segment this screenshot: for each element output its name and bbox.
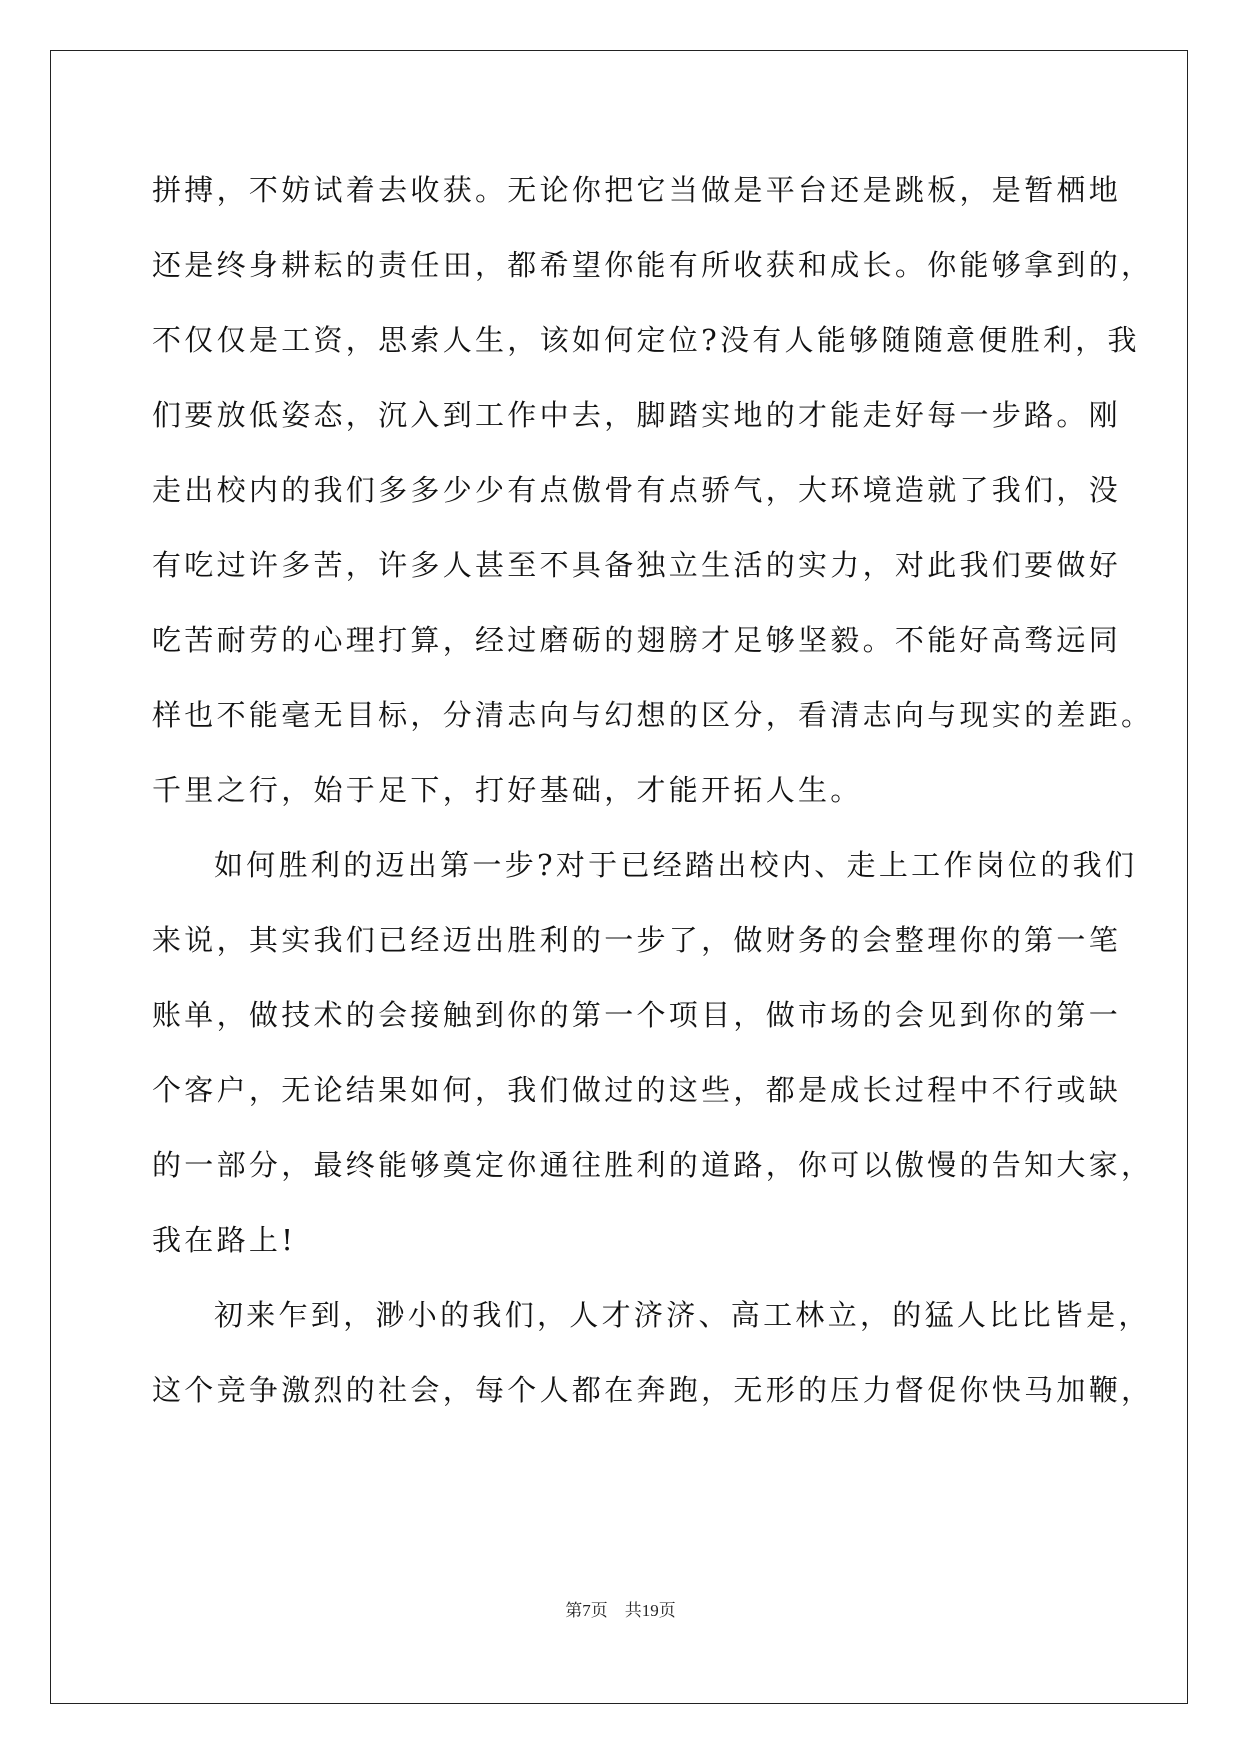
paragraph-start-line: 初来乍到，渺小的我们，人才济济、高工林立，的猛人比比皆是， (214, 1298, 1151, 1332)
text-line: 们要放低姿态，沉入到工作中去，脚踏实地的才能走好每一步路。刚 (152, 398, 1122, 432)
text-line: 来说，其实我们已经迈出胜利的一步了，做财务的会整理你的第一笔 (152, 923, 1122, 957)
text-line: 我在路上! (152, 1223, 297, 1257)
text-line: 这个竞争激烈的社会，每个人都在奔跑，无形的压力督促你快马加鞭， (152, 1373, 1154, 1407)
page-number-footer: 第7页 共19页 (565, 1601, 676, 1620)
text-line: 拼搏，不妨试着去收获。无论你把它当做是平台还是跳板，是暂栖地 (152, 173, 1122, 207)
text-line: 个客户，无论结果如何，我们做过的这些，都是成长过程中不行或缺 (152, 1073, 1122, 1107)
text-line: 走出校内的我们多多少少有点傲骨有点骄气，大环境造就了我们，没 (152, 473, 1122, 507)
text-line: 有吃过许多苦，许多人甚至不具备独立生活的实力，对此我们要做好 (152, 548, 1122, 582)
text-line: 账单，做技术的会接触到你的第一个项目，做市场的会见到你的第一 (152, 998, 1122, 1032)
text-line: 的一部分，最终能够奠定你通往胜利的道路，你可以傲慢的告知大家， (152, 1148, 1154, 1182)
text-line: 还是终身耕耘的责任田，都希望你能有所收获和成长。你能够拿到的， (152, 248, 1154, 282)
text-line: 不仅仅是工资，思索人生，该如何定位?没有人能够随随意便胜利，我 (152, 323, 1140, 357)
text-line: 样也不能毫无目标，分清志向与幻想的区分，看清志向与现实的差距。 (152, 698, 1154, 732)
paragraph-start-line: 如何胜利的迈出第一步?对于已经踏出校内、走上工作岗位的我们 (214, 848, 1138, 882)
text-line: 吃苦耐劳的心理打算，经过磨砺的翅膀才足够坚毅。不能好高骛远同 (152, 623, 1122, 657)
text-line: 千里之行，始于足下，打好基础，才能开拓人生。 (152, 773, 863, 807)
